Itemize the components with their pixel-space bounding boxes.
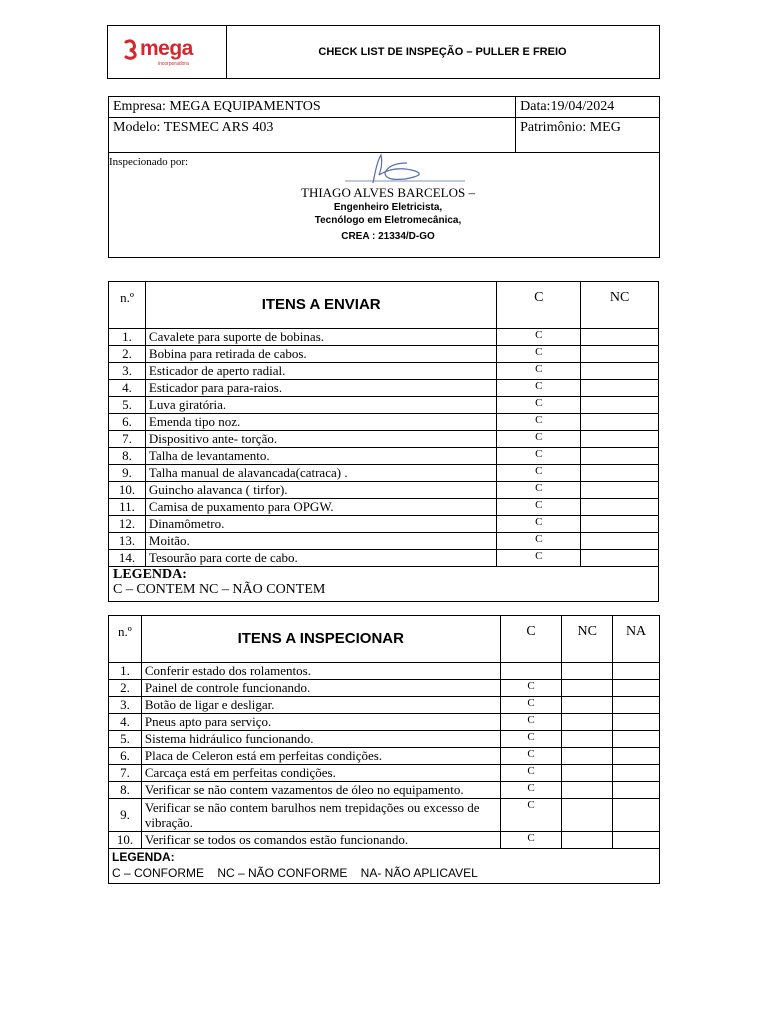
row-c-mark: C (497, 414, 581, 431)
row-number: 3. (109, 363, 146, 380)
inspector-name: THIAGO ALVES BARCELOS – (301, 185, 475, 200)
row-number: 9. (109, 465, 146, 482)
table-row (109, 482, 659, 499)
table-row (109, 380, 659, 397)
table-row (109, 832, 660, 849)
row-item: Luva giratória. (145, 397, 497, 414)
row-nc-mark (581, 380, 659, 397)
row-c-mark: C (500, 799, 562, 832)
row-c-mark: C (497, 516, 581, 533)
row-item: Bobina para retirada de cabos. (145, 346, 497, 363)
row-c-mark (500, 663, 562, 680)
legend-text: C – CONFORME NC – NÃO CONFORME NA- NÃO APLICAVEL (112, 866, 478, 880)
logo-subtext: incorporadora (158, 61, 189, 67)
col-c-header: C (497, 282, 581, 329)
row-nc-mark (581, 397, 659, 414)
row-na-mark (613, 832, 660, 849)
row-number: 1. (109, 663, 142, 680)
table-row (109, 550, 659, 567)
row-na-mark (613, 782, 660, 799)
row-c-mark: C (497, 465, 581, 482)
row-nc-mark (562, 714, 613, 731)
col-nc-header: NC (581, 282, 659, 329)
row-number: 8. (109, 448, 146, 465)
row-nc-mark (581, 414, 659, 431)
table-row (109, 533, 659, 550)
inspector-title-1: Engenheiro Eletricista, (333, 202, 443, 213)
row-number: 2. (109, 680, 142, 697)
patrimonio-field: Patrimônio: MEG (516, 118, 660, 153)
table-row (109, 499, 659, 516)
row-c-mark: C (497, 346, 581, 363)
row-item: Verificar se não contem barulhos nem trepidações ou excesso de vibração. (141, 799, 500, 832)
row-item: Dispositivo ante- torção. (145, 431, 497, 448)
col-c-header: C (500, 616, 562, 663)
row-na-mark (613, 765, 660, 782)
row-c-mark: C (497, 431, 581, 448)
row-item: Painel de controle funcionando. (141, 680, 500, 697)
row-item: Verificar se não contem vazamentos de óleo no equipamento. (141, 782, 500, 799)
row-item: Cavalete para suporte de bobinas. (145, 329, 497, 346)
row-c-mark: C (500, 731, 562, 748)
table-row (109, 731, 660, 748)
date-field: Data:19/04/2024 (516, 97, 660, 118)
inspector-crea: CREA : 21334/D-GO (341, 231, 435, 242)
items-to-send-table (108, 281, 659, 602)
table-row (109, 346, 659, 363)
row-c-mark: C (497, 448, 581, 465)
row-number: 3. (109, 697, 142, 714)
col-number-header: n.º (109, 282, 146, 329)
table-row (109, 363, 659, 380)
row-nc-mark (581, 329, 659, 346)
row-nc-mark (562, 748, 613, 765)
row-na-mark (613, 748, 660, 765)
row-item: Esticador de aperto radial. (145, 363, 497, 380)
table-row (109, 799, 660, 832)
row-nc-mark (581, 431, 659, 448)
row-c-mark: C (497, 533, 581, 550)
col-na-header: NA (613, 616, 660, 663)
row-nc-mark (562, 799, 613, 832)
row-nc-mark (562, 697, 613, 714)
row-c-mark: C (500, 765, 562, 782)
table-row (109, 448, 659, 465)
table-row (109, 329, 659, 346)
row-na-mark (613, 680, 660, 697)
row-c-mark: C (497, 329, 581, 346)
row-item: Verificar se todos os comandos estão funcionando. (141, 832, 500, 849)
row-item: Pneus apto para serviço. (141, 714, 500, 731)
row-number: 2. (109, 346, 146, 363)
table-row (109, 765, 660, 782)
row-number: 9. (109, 799, 142, 832)
row-nc-mark (581, 516, 659, 533)
inspector-title-2: Tecnólogo em Eletromecânica, (314, 215, 462, 226)
row-item: Placa de Celeron está em perfeitas condições. (141, 748, 500, 765)
info-table (108, 96, 660, 258)
modelo-field: Modelo: TESMEC ARS 403 (109, 118, 516, 153)
row-item: Talha manual de alavancada(catraca) . (145, 465, 497, 482)
document-title: CHECK LIST DE INSPEÇÃO – PULLER E FREIO (318, 46, 567, 58)
table-row (109, 431, 659, 448)
row-c-mark: C (497, 363, 581, 380)
row-number: 10. (109, 482, 146, 499)
row-nc-mark (581, 448, 659, 465)
table-row (109, 680, 660, 697)
row-item: Conferir estado dos rolamentos. (141, 663, 500, 680)
row-na-mark (613, 731, 660, 748)
row-nc-mark (562, 832, 613, 849)
table-row (109, 414, 659, 431)
row-c-mark: C (497, 499, 581, 516)
row-item: Emenda tipo noz. (145, 414, 497, 431)
row-item: Tesourão para corte de cabo. (145, 550, 497, 567)
row-number: 11. (109, 499, 146, 516)
table-row (109, 663, 660, 680)
row-item: Botão de ligar e desligar. (141, 697, 500, 714)
col-nc-header: NC (562, 616, 613, 663)
row-item: Esticador para para-raios. (145, 380, 497, 397)
row-na-mark (613, 799, 660, 832)
items-to-inspect-table (108, 615, 660, 884)
row-number: 4. (109, 714, 142, 731)
row-c-mark: C (500, 697, 562, 714)
row-number: 1. (109, 329, 146, 346)
row-number: 14. (109, 550, 146, 567)
row-nc-mark (562, 782, 613, 799)
row-c-mark: C (497, 550, 581, 567)
col-number-header: n.º (109, 616, 142, 663)
inspector-label: Inspecionado por: (109, 156, 189, 168)
row-na-mark (613, 663, 660, 680)
row-number: 12. (109, 516, 146, 533)
row-number: 4. (109, 380, 146, 397)
row-item: Dinamômetro. (145, 516, 497, 533)
row-c-mark: C (497, 397, 581, 414)
row-item: Talha de levantamento. (145, 448, 497, 465)
row-item: Sistema hidráulico funcionando. (141, 731, 500, 748)
empresa-field: Empresa: MEGA EQUIPAMENTOS (109, 97, 516, 118)
items-to-send-title: ITENS A ENVIAR (145, 282, 497, 329)
table-row (109, 697, 660, 714)
row-item: Carcaça está em perfeitas condições. (141, 765, 500, 782)
row-nc-mark (562, 680, 613, 697)
inspector-box (109, 153, 659, 257)
row-number: 7. (109, 431, 146, 448)
row-number: 6. (109, 748, 142, 765)
row-item: Camisa de puxamento para OPGW. (145, 499, 497, 516)
legend-text: C – CONTEM NC – NÃO CONTEM (113, 582, 326, 597)
table-row (109, 465, 659, 482)
row-na-mark (613, 714, 660, 731)
row-c-mark: C (500, 782, 562, 799)
row-c-mark: C (497, 482, 581, 499)
items-to-inspect-title: ITENS A INSPECIONAR (141, 616, 500, 663)
table-row (109, 714, 660, 731)
row-c-mark: C (500, 832, 562, 849)
row-nc-mark (562, 663, 613, 680)
row-number: 8. (109, 782, 142, 799)
row-na-mark (613, 697, 660, 714)
row-nc-mark (562, 731, 613, 748)
row-number: 6. (109, 414, 146, 431)
row-number: 10. (109, 832, 142, 849)
legend-title: LEGENDA: (113, 567, 187, 582)
row-nc-mark (581, 499, 659, 516)
row-c-mark: C (500, 714, 562, 731)
row-nc-mark (581, 550, 659, 567)
document-header (107, 25, 660, 79)
table-row (109, 748, 660, 765)
row-number: 5. (109, 731, 142, 748)
row-nc-mark (562, 765, 613, 782)
row-c-mark: C (500, 680, 562, 697)
table-row (109, 516, 659, 533)
row-nc-mark (581, 482, 659, 499)
row-item: Moitão. (145, 533, 497, 550)
row-nc-mark (581, 363, 659, 380)
legend-title: LEGENDA: (112, 850, 175, 864)
table-row (109, 782, 660, 799)
logo-text: mega (140, 37, 193, 60)
row-nc-mark (581, 465, 659, 482)
row-item: Guincho alavanca ( tirfor). (145, 482, 497, 499)
row-nc-mark (581, 346, 659, 363)
row-c-mark: C (500, 748, 562, 765)
signature-icon (345, 151, 465, 187)
row-number: 5. (109, 397, 146, 414)
table-row (109, 397, 659, 414)
logo (108, 26, 227, 78)
row-number: 7. (109, 765, 142, 782)
row-c-mark: C (497, 380, 581, 397)
row-number: 13. (109, 533, 146, 550)
row-nc-mark (581, 533, 659, 550)
